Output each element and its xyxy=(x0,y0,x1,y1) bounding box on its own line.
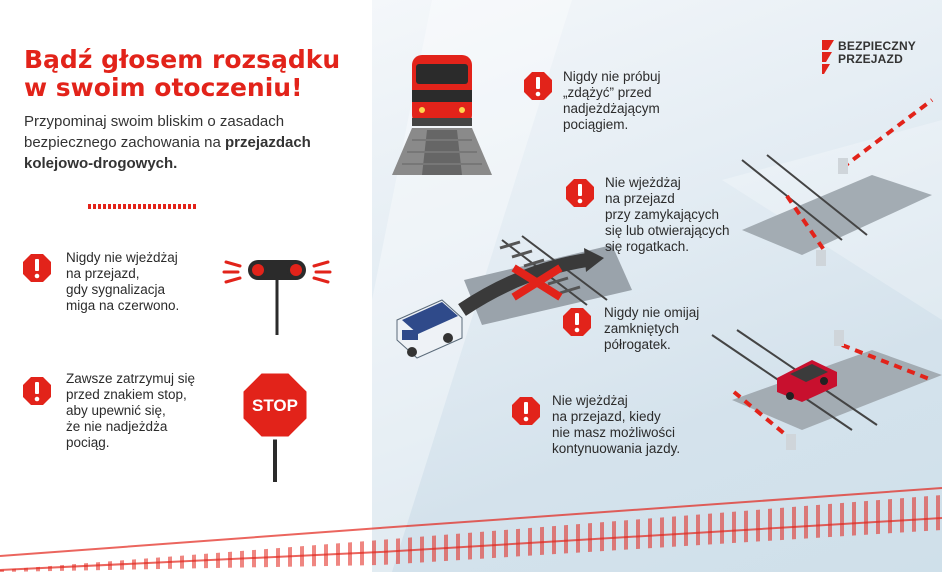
tip-line: pociąg. xyxy=(66,435,110,450)
tip-right-2 xyxy=(605,175,730,255)
tip-line: Nie wjeżdżaj xyxy=(605,175,681,190)
tip-left-1 xyxy=(66,250,179,314)
warning-icon xyxy=(562,307,592,337)
tip-right-3 xyxy=(604,305,699,353)
logo-line-1: BEZPIECZNY xyxy=(838,39,917,53)
tip-line: „zdążyć” przed xyxy=(563,85,652,100)
tip-line: Nie wjeżdżaj xyxy=(552,393,628,408)
tip-right-1 xyxy=(563,69,661,133)
tip-line: pociągiem. xyxy=(563,117,629,132)
rail-track-decoration xyxy=(0,470,942,572)
logo-line-2: PRZEJAZD xyxy=(838,52,903,66)
warning-icon xyxy=(511,396,541,426)
tip-line: kontynuowania jazdy. xyxy=(552,441,681,456)
tip-left-2 xyxy=(66,371,195,451)
tip-line: nadjeżdżającym xyxy=(563,101,660,116)
tip-line: Nigdy nie próbuj xyxy=(563,69,661,84)
logo-text xyxy=(838,40,916,66)
tip-line: że nie nadjeżdża xyxy=(66,419,168,434)
page-subtitle xyxy=(24,111,364,174)
tip-line: na przejazd xyxy=(605,191,675,206)
title-line-2: w swoim otoczeniu! xyxy=(24,73,303,102)
tip-line: nie masz możliwości xyxy=(552,425,676,440)
page-title xyxy=(24,46,364,102)
tip-line: Nigdy nie omijaj xyxy=(604,305,700,320)
warning-icon xyxy=(22,253,52,283)
tip-line: na przejazd, xyxy=(66,266,140,281)
title-line-1: Bądź głosem rozsądku xyxy=(24,45,341,74)
dashed-divider xyxy=(88,204,198,209)
tip-line: zamkniętych xyxy=(604,321,680,336)
tip-line: na przejazd, kiedy xyxy=(552,409,661,424)
right-crossing-bottom xyxy=(712,330,942,450)
warning-icon xyxy=(22,376,52,406)
warning-icon xyxy=(565,178,595,208)
railway-signal-icon xyxy=(222,250,332,335)
tip-line: się rogatkach. xyxy=(605,239,690,254)
subtitle-bold: przejazdach kolejowo-drogowych. xyxy=(24,134,311,172)
warning-icon xyxy=(523,71,553,101)
tip-line: miga na czerwono. xyxy=(66,298,180,313)
stop-sign-label: STOP xyxy=(252,396,298,415)
tip-line: półrogatek. xyxy=(604,337,671,352)
stop-sign-icon xyxy=(240,370,310,482)
tip-right-4 xyxy=(552,393,680,457)
tip-line: aby upewnić się, xyxy=(66,403,166,418)
tip-line: się lub otwierających xyxy=(605,223,730,238)
tip-line: przed znakiem stop, xyxy=(66,387,187,402)
tip-line: przy zamykających xyxy=(605,207,720,222)
tip-line: gdy sygnalizacja xyxy=(66,282,166,297)
subtitle-text: Przypominaj swoim bliskim o zasadach bezpiecznego zachowania na xyxy=(24,113,285,151)
tip-line: Nigdy nie wjeżdżaj xyxy=(66,250,178,265)
tip-line: Zawsze zatrzymuj się xyxy=(66,371,196,386)
